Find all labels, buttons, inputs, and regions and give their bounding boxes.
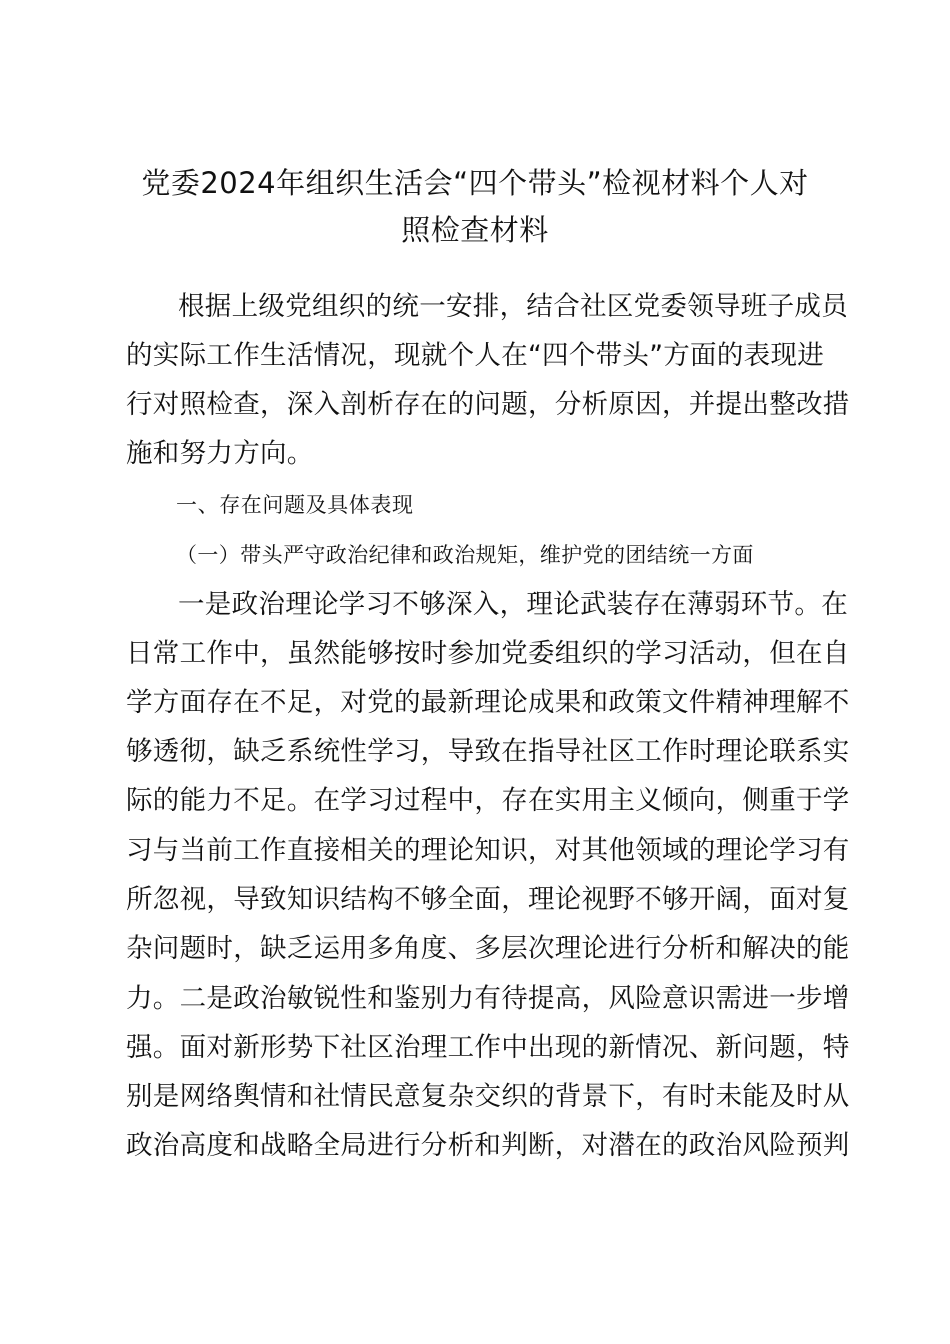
title-line: 照检查材料 [401,213,549,247]
subsection-heading: （一）带头严守政治纪律和政治规矩，维护党的团结统一方面 [176,543,754,567]
body-paragraph-line: 够透彻，缺乏系统性学习，导致在指导社区工作时理论联系实 [126,736,850,767]
intro-paragraph-line: 的实际工作生活情况，现就个人在“四个带头”方面的表现进 [126,340,825,371]
intro-paragraph-line: 根据上级党组织的统一安排，结合社区党委领导班子成员 [178,291,848,322]
body-paragraph-line: 强。面对新形势下社区治理工作中出现的新情况、新问题，特 [126,1032,850,1063]
document-title [100,160,850,254]
body-paragraph-line: 别是网络舆情和社情民意复杂交织的背景下，有时未能及时从 [126,1081,850,1112]
intro-paragraph-line: 行对照检查，深入剖析存在的问题，分析原因，并提出整改措 [126,389,850,420]
body-paragraph-line: 政治高度和战略全局进行分析和判断，对潜在的政治风险预判 [126,1130,850,1161]
body-paragraph-line: 习与当前工作直接相关的理论知识，对其他领域的理论学习有 [126,835,850,866]
body-paragraph-line: 杂问题时，缺乏运用多角度、多层次理论进行分析和解决的能 [126,933,850,964]
body-paragraph-line: 一是政治理论学习不够深入，理论武装存在薄弱环节。在 [178,589,848,620]
intro-paragraph-line: 施和努力方向。 [126,438,314,469]
body-paragraph-line: 际的能力不足。在学习过程中，存在实用主义倾向，侧重于学 [126,785,850,816]
section-heading: 一、存在问题及具体表现 [176,493,414,517]
body-paragraph-line: 所忽视，导致知识结构不够全面，理论视野不够开阔，面对复 [126,884,850,915]
body-paragraph-line: 学方面存在不足，对党的最新理论成果和政策文件精神理解不 [126,687,850,718]
body-paragraph-line: 力。二是政治敏锐性和鉴别力有待提高，风险意识需进一步增 [126,983,850,1014]
body-paragraph-line: 日常工作中，虽然能够按时参加党委组织的学习活动，但在自 [126,638,850,669]
title-line: 党委2024年组织生活会“四个带头”检视材料个人对 [141,166,809,200]
